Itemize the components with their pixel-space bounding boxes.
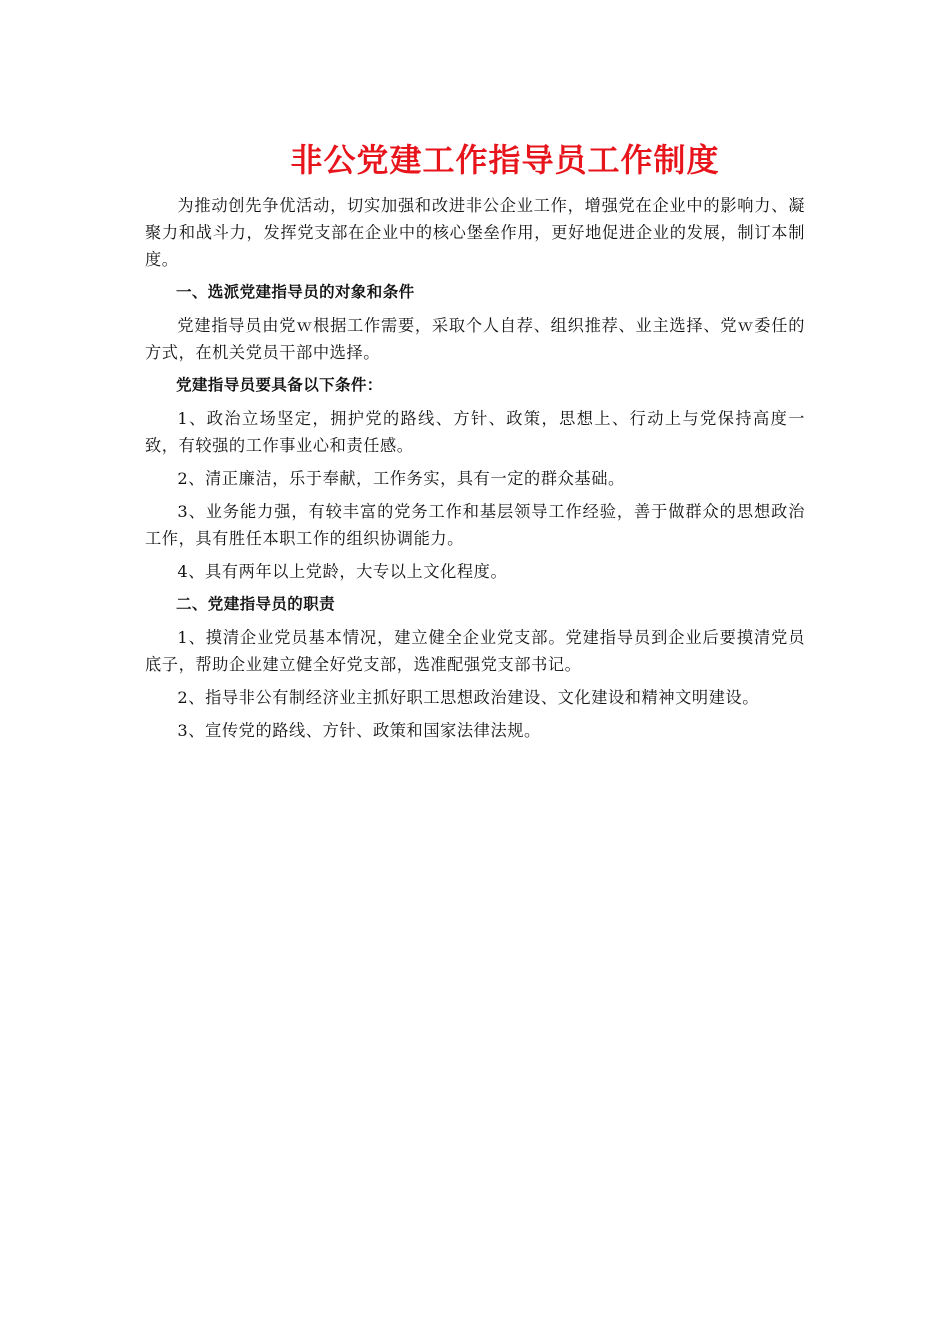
section-1-heading: 一、选派党建指导员的对象和条件 [176, 283, 415, 301]
conditions-subheading: 党建指导员要具备以下条件： [176, 376, 383, 394]
intro-paragraph: 为推动创先争优活动，切实加强和改进非公企业工作，增强党在企业中的影响力、凝聚力和战斗力，发挥党支部在企业中的核心堡垒作用，更好地促进企业的发展，制订本制度。 [145, 196, 805, 269]
document-title: 非公党建工作指导员工作制度 [290, 141, 720, 179]
section-2-heading: 二、党建指导员的职责 [176, 595, 336, 613]
duty-item-1: 1、摸清企业党员基本情况，建立健全企业党支部。党建指导员到企业后要摸清党员底子，帮助企业建立健全好党支部，选准配强党支部书记。 [145, 628, 805, 674]
condition-item-2: 2、清正廉洁，乐于奉献，工作务实，具有一定的群众基础。 [177, 469, 625, 488]
duty-item-3: 3、宣传党的路线、方针、政策和国家法律法规。 [177, 721, 541, 740]
section-1-paragraph: 党建指导员由党ｗ根据工作需要，采取个人自荐、组织推荐、业主选择、党ｗ委任的方式，在机关党员干部中选择。 [145, 316, 805, 362]
document-page [145, 132, 805, 750]
duty-item-2: 2、指导非公有制经济业主抓好职工思想政治建设、文化建设和精神文明建设。 [177, 688, 760, 707]
condition-item-4: 4、具有两年以上党龄，大专以上文化程度。 [177, 562, 508, 581]
condition-item-3: 3、业务能力强，有较丰富的党务工作和基层领导工作经验，善于做群众的思想政治工作，具有胜任本职工作的组织协调能力。 [145, 502, 805, 548]
condition-item-1: 1、政治立场坚定，拥护党的路线、方针、政策，思想上、行动上与党保持高度一致，有较强的工作事业心和责任感。 [145, 409, 805, 455]
